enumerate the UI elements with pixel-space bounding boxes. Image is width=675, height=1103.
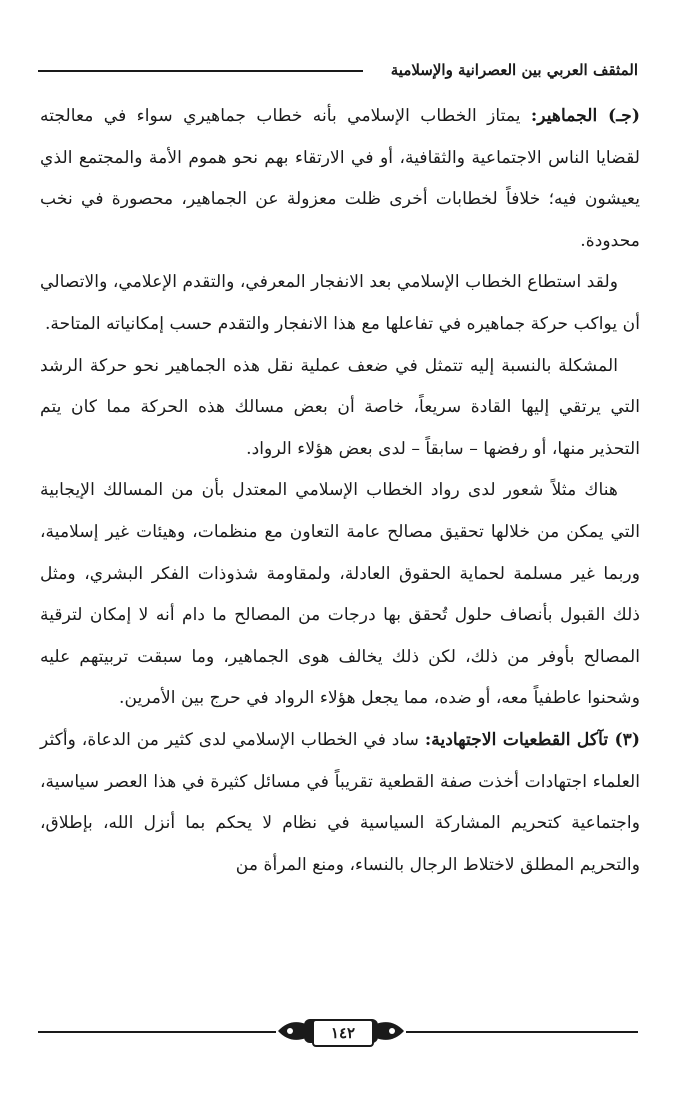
paragraph-erosion [40, 720, 640, 886]
paragraph-erosion-text: ساد في الخطاب الإسلامي لدى كثير من الدعاة، وأكثر العلماء اجتهادات أخذت صفة القطعية تقريباً في مسائل كثيرة في هذا العصر سياسية، واجتماعية كتحريم المشاركة السياسية في نظام لا يحكم بما أنزل الله، بإطلاق، والتحريم المطلق لاختلاط الرجال بالنساء، ومنع المرأة من [40, 729, 640, 875]
body-text [40, 96, 640, 886]
header-rule [38, 70, 363, 72]
paragraph-problem: المشكلة بالنسبة إليه تتمثل في ضعف عملية نقل هذه الجماهير نحو حركة الرشد التي يرتقي إليها القادة سريعاً، خاصة أن بعض مسالك هذه الحركة مما كان يتم التحذير منها، أو رفضها – سابقاً – لدى بعض هؤلاء الرواد. [40, 355, 640, 459]
running-header [38, 58, 638, 88]
paragraph-masses [40, 96, 640, 262]
page-number: ١٤٢ [312, 1019, 374, 1047]
section-heading-masses: (جـ) الجماهير: [530, 106, 640, 126]
page-footer [38, 1012, 638, 1052]
footer-rule-left [38, 1031, 276, 1033]
footer-rule-right [406, 1031, 638, 1033]
section-heading-erosion: (٣) تآكل القطعيات الاجتهادية: [424, 729, 640, 750]
paragraph-example: هناك مثلاً شعور لدى رواد الخطاب الإسلامي المعتدل بأن من المسالك الإيجابية التي يمكن من خلالها تحقيق مصالح عامة التعاون مع منظمات، وهيئات غير إسلامية، وربما غير مسلمة لحماية الحقوق العادلة، ولمقاومة شذوذات الفكر البشري، ومثل ذلك القبول بأنصاف حلول تُحقق بها درجات من المصالح ما دام أنه لا إمكان لترقية المصالح بأوفر من ذلك، لكن ذلك يخالف هوى الجماهير، وما سبقت تربيتهم عليه وشحنوا عاطفياً معه، أو ضده، مما يجعل هؤلاء الرواد في حرج بين الأمرين. [40, 480, 640, 709]
paragraph-media-progress: ولقد استطاع الخطاب الإسلامي بعد الانفجار المعرفي، والتقدم الإعلامي، والاتصالي أن يواكب حركة جماهيره في تفاعلها مع هذا الانفجار والتقدم حسب إمكانياته المتاحة. [40, 272, 640, 334]
running-header-title: المثقف العربي بين العصرانية والإسلامية [390, 61, 638, 79]
paragraph-masses-text: يمتاز الخطاب الإسلامي بأنه خطاب جماهيري سواء في معالجته لقضايا الناس الاجتماعية والثقافية، أو في الارتقاء بهم نحو هموم الأمة والمجتمع الذي يعيشون فيه؛ خلافاً لخطابات أخرى ظلت معزولة عن الجماهير، محصورة في نخب محدودة. [40, 106, 640, 251]
